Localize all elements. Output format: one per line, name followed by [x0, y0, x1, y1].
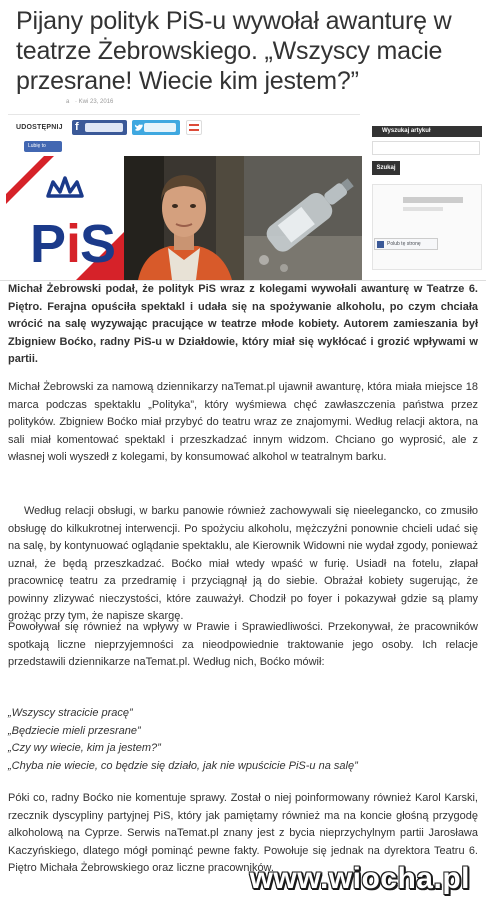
twitter-icon: [134, 123, 144, 133]
widget-text-placeholder: [403, 197, 463, 203]
pis-logo-text-s: S: [80, 214, 117, 274]
quote-line: „Czy wy wiecie, kim ja jestem?”: [8, 742, 161, 754]
bottle-photo-drawing: [244, 156, 362, 280]
share-label: UDOSTĘPNIJ: [16, 124, 63, 131]
facebook-icon: f: [75, 121, 79, 133]
fb-like-page-button[interactable]: [374, 238, 438, 250]
actor-photo-drawing: [124, 156, 244, 280]
actor-photo: [124, 156, 244, 280]
site-watermark: www.wiocha.pl: [249, 862, 470, 895]
pis-logo: [6, 156, 124, 280]
bottle-photo: [244, 156, 362, 280]
divider: [8, 114, 360, 115]
pis-logo-image: [6, 156, 124, 280]
facebook-widget: [372, 184, 482, 270]
article-meta: [66, 99, 113, 105]
share-more-icon-line: [189, 129, 199, 131]
article-date: · Kwi 23, 2016: [75, 99, 114, 105]
pis-logo-text: P: [30, 214, 67, 274]
fb-like-page-label: Polub tę stronę: [387, 241, 421, 247]
article-paragraph: Póki co, radny Boćko nie komentuje sprawy. Został o niej poinformowany również Karol Karski, rzecznik dyscypliny partyjnej PiS, który jak pamiętamy również ma na koncie głośną przygodę alkoholową na Cyprze. Serwis naTemat.pl znany jest z bycia nieprzychylnym partii Jarosława Kaczyńskiego, dlatego mógł pominąć pewne fakty. Powołuje się jednak na dyrektora Teatru 6. Piętro Michała Żebrowskiego oraz liczne pracowników.: [8, 792, 478, 874]
widget-subtext-placeholder: [403, 207, 443, 211]
article-lead: Michał Żebrowski podał, że polityk PiS wraz z kolegami wywołali awanturę w Teatrze 6. Piętro. Ferajna opuściła spektakl i udała się na spożywanie alkoholu, po czym chciała wrócić na salę wyzywając pracujące w teatrze młode kobiety. Autorem zamieszania był Zbigniew Boćko, radny PiS-u w Działdowie, który miał się wykłócać i grozić wpływami w partii.: [8, 283, 478, 365]
article-title: Pijany polityk PiS-u wywołał awanturę w teatrze Żebrowskiego. „Wszyscy macie przesrane! Wiecie kim jestem?”: [16, 7, 452, 95]
share-more-icon: [189, 124, 199, 126]
search-input[interactable]: [372, 141, 480, 155]
article-paragraph-text: Według relacji obsługi, w barku panowie również zachowywali się nieelegancko, co zmusiło obsługę do kilkukrotnej interwencji. Po spożyciu alkoholu, mężczyźni ponownie chcieli udać się na salę, by kontynuować oglądanie spektaklu, ale Kierownik Widowni nie wydał zgody, ponieważ uznał, że będą przeszkadzać. Boćko miał wtedy wpaść w furię. Usiadł na fotelu, złapał pracownicę teatru za przedramię i przyciągnął ją do siebie. Obrażał kobiety sugerując, że powinny zlizywać nieczystości, które zauważył. Chodził po foyer i pokazywał gdzie są plamy grożąc przy tym, że napisze skargę.: [8, 505, 479, 622]
twitter-share-button[interactable]: [132, 120, 180, 135]
facebook-icon: [377, 241, 384, 248]
article-paragraph: [8, 503, 478, 626]
twitter-share-pill: [144, 123, 176, 132]
sidebar-search-label: Wyszukaj artykuł: [372, 126, 482, 137]
quote-line: „Będziecie mieli przesrane”: [8, 724, 141, 737]
article-paragraph: Michał Żebrowski za namową dziennikarzy naTemat.pl ujawnił awanturę, która miała miejsce 18 marca podczas spektaklu „Polityka”, który wyśmiewa chęć zawłaszczenia państwa przez polityków. Zbigniew Boćko miał przybyć do teatru wraz ze znajomymi. Według relacji aktora, na sali miał komentować spektakl i przeszkadzać innym widzom. Chciano go wyprosić, ale z własnej woli wyszedł z kolegami, by konsumować alkohol w teatralnym barku.: [8, 381, 478, 463]
article-author[interactable]: a: [66, 99, 70, 105]
facebook-share-pill: [85, 123, 123, 132]
article-body: [0, 280, 486, 900]
share-button-more[interactable]: [186, 120, 202, 135]
page-header: [0, 0, 486, 278]
pis-logo-text-i: i: [66, 214, 82, 274]
quote-line: „Chyba nie wiecie, co będzie się działo, jak nie wpuścicie PiS-u na salę”: [8, 759, 358, 772]
like-button[interactable]: Lubię to: [24, 141, 62, 152]
facebook-share-button[interactable]: [72, 120, 127, 135]
quote-line: „Wszyscy stracicie pracę”: [8, 707, 133, 719]
article-paragraph: Powoływał się również na wpływy w Prawie i Sprawiedliwości. Przekonywał, że pracowników spotkają liczne nieprzyjemności za nieodpowiednie traktowanie jego osoby. Ich relacje przedstawili dziennikarze naTemat.pl. Według nich, Boćko mówił:: [8, 621, 478, 668]
search-button[interactable]: Szukaj: [372, 161, 400, 175]
quote-list: [8, 705, 478, 775]
